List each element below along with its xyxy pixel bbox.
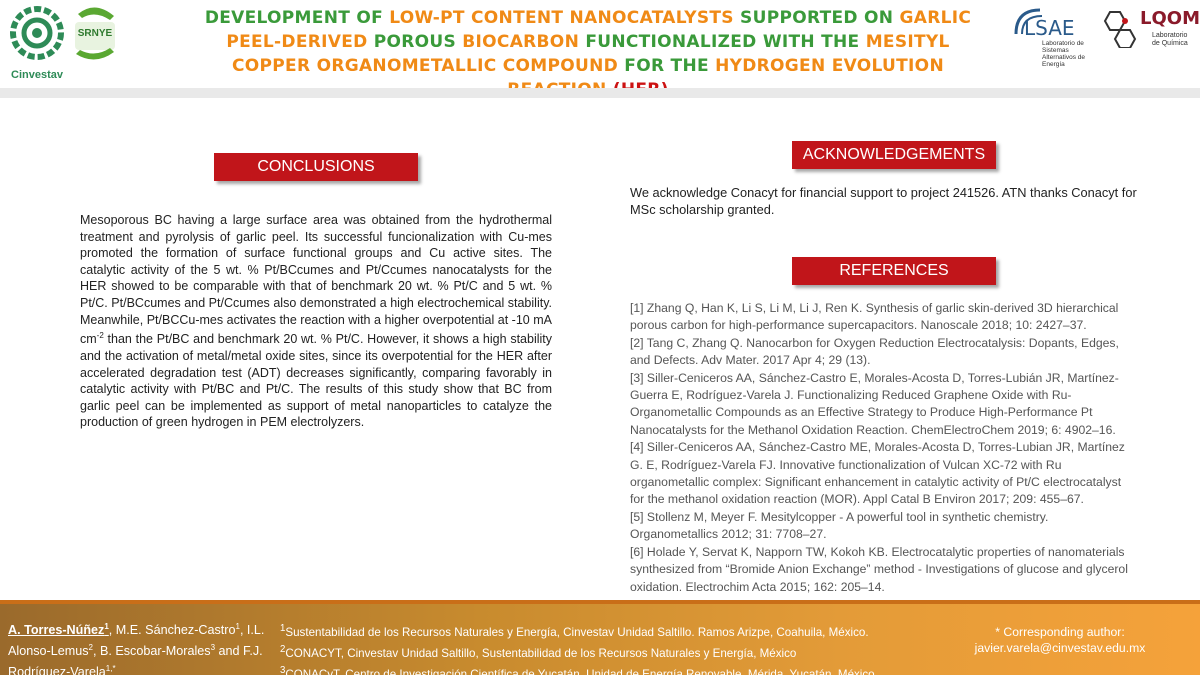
reference-item: [5] Stollenz M, Meyer F. Mesitylcopper - A powerful tool in synthetic chemistry. Organometallics 2012; 31: 7708–27. bbox=[630, 509, 1049, 542]
title-segment: DEVELOPMENT OF bbox=[204, 8, 390, 28]
title-segment: HYDROGEN EVOLUTION bbox=[715, 56, 944, 76]
poster-header bbox=[0, 0, 1200, 84]
lqom-logo bbox=[1100, 6, 1200, 72]
lead-author-name: A. Torres-Núñez bbox=[8, 623, 105, 638]
coauthor: and F.J. Rodríguez-Varela bbox=[8, 644, 263, 680]
conclusions-text-part-1: Mesoporous BC having a large surface area was obtained from the hydrothermal treatment and pyrolysis of garlic peel. Its successful funcionalization with Cu-mes promoted the formation of surface functional groups and Cu active sites. The catalytic activity of the 5 wt. % Pt/BCcumes and Pt/Ccumes nanocatalysts for the HER showed to be comparable with that of benchmark 20 wt. % Pt/C and 5 wt. % Pt/C. Pt/BCcumes and Pt/Ccumes also demonstrated a high electrochemical stability. Meanwhile, Pt/BCCu-mes activates the reaction with a higher overpotential at -10 mA cm bbox=[80, 213, 552, 347]
corresponding-author-email[interactable]: javier.varela@cinvestav.edu.mx bbox=[974, 641, 1146, 655]
corresponding-author-label: * Corresponding author: bbox=[995, 625, 1125, 639]
coauthor-affiliation: 1,* bbox=[105, 664, 116, 674]
reference-item: [3] Siller-Ceniceros AA, Sánchez-Castro E, Morales-Acosta D, Torres-Lubián JR, Martínez- Guerra E, Rodríguez-Varela J. Functionalizing Reduced Graphene Oxide with Ru- Organometallic Compounds as an Effective Strategy to Produce High-Performance Pt Nanocatalysts for the Methanol Oxidation Reaction. ChemElectroChem 2019; 6: 4902–16. bbox=[630, 370, 1119, 437]
coauthor-affiliation: 1 bbox=[235, 622, 240, 631]
title-segment: NANOCATALYSTS bbox=[569, 8, 741, 28]
affiliation-text: CONACyT, Centro de Investigación Científica de Yucatán, Unidad de Energía Renovable, Mérida, Yucatán, México. bbox=[285, 667, 878, 681]
cinvestav-logo bbox=[6, 4, 68, 80]
lead-author bbox=[8, 623, 109, 637]
footer-top-band bbox=[0, 600, 1200, 604]
header-divider bbox=[0, 88, 1200, 98]
title-segment: GARLIC PEEL-DERIVED bbox=[226, 8, 972, 52]
lqom-logo-subtext: Laboratorio de Química bbox=[1152, 32, 1188, 47]
title-segment: MESITYL COPPER ORGANOMETALLIC COMPOUND bbox=[232, 32, 950, 76]
lead-author-affiliation: 1 bbox=[104, 622, 109, 631]
title-segment: SUPPORTED ON bbox=[740, 8, 900, 28]
srnye-logo bbox=[70, 4, 120, 64]
srnye-logo-text: SRNYE bbox=[77, 28, 113, 39]
affiliation-number: 2 bbox=[280, 643, 286, 655]
affiliation-item bbox=[280, 641, 880, 662]
conclusions-heading: CONCLUSIONS bbox=[214, 153, 418, 181]
affiliation-list bbox=[280, 620, 880, 683]
reference-item: [2] Tang C, Zhang Q. Nanocarbon for Oxygen Reduction Electrocatalysis: Dopants, Edges, and Defects. Adv Mater. 2017 Apr 4; 29 (13). bbox=[630, 335, 1119, 368]
acknowledgements-text: We acknowledge Conacyt for financial support to project 241526. ATN thanks Conacyt for MSc scholarship granted. bbox=[630, 185, 1137, 217]
cinvestav-emblem-icon bbox=[6, 4, 68, 62]
corresponding-author bbox=[950, 624, 1170, 656]
lqom-molecule-icon bbox=[1100, 8, 1140, 48]
acknowledgements-heading: ACKNOWLEDGEMENTS bbox=[792, 141, 996, 169]
affiliation-item bbox=[280, 662, 880, 683]
affiliation-item bbox=[280, 620, 880, 641]
lsae-logo bbox=[1012, 6, 1100, 72]
conclusions-text bbox=[80, 212, 552, 431]
reference-item: [4] Siller-Ceniceros AA, Sánchez-Castro ME, Morales-Acosta D, Torres-Lubian JR, Martínez G. E, Rodríguez-Varela FJ. Innovative functionalization of Vulcan XC-72 with Ru organometallic complex: Significant enhancement in catalytic activity of Pt/C electrocatalyst for the methanol oxidation reaction (MOR). Appl Catal B Environ 2017; 209: 455–67. bbox=[630, 440, 1125, 507]
reference-item: [1] Zhang Q, Han K, Li S, Li M, Li J, Ren K. Synthesis of garlic skin-derived 3D hierarchical porous carbon for high-performance supercapacitors. Nanoscale 2018; 10: 2427–37. bbox=[630, 301, 1119, 333]
lsae-logo-subtext: Laboratorio de Sistemas Alternativos de Energía bbox=[1042, 40, 1085, 68]
conclusions-text-part-2: than the Pt/BC and benchmark 20 wt. % Pt/C. However, it shows a high stability and the activation of metal/metal oxide sites, since its overpotential for the HER after accelerated degradation test (ADT) decreases significantly, comparing favorably in catalytic activity with Pt/BC and Pt/C. The results of this study show that BC from garlic peel can be implemented as support of metal nanoparticles to catalyze the production of green hydrogen in PEM electrolyzers. bbox=[80, 332, 552, 430]
coauthor: , B. Escobar-Morales bbox=[92, 644, 211, 659]
title-segment: FOR THE bbox=[624, 56, 716, 76]
author-list bbox=[8, 618, 278, 682]
references-heading: REFERENCES bbox=[792, 257, 996, 285]
coauthor: , I.L. Alonso-Lemus bbox=[8, 623, 265, 659]
title-segment: POROUS bbox=[373, 32, 463, 52]
coauthor: , M.E. Sánchez-Castro bbox=[108, 623, 236, 638]
cinvestav-logo-text: Cinvestav bbox=[11, 69, 63, 81]
coauthor-affiliation: 3 bbox=[210, 643, 216, 653]
reference-item: [6] Holade Y, Servat K, Napporn TW, Kokoh KB. Electrocatalytic properties of nanomaterials synthesized from “Bromide Anion Exchange” method - Investigations of glucose and glycerol oxidation. Electrochim Acta 2015; 162: 205–14. bbox=[630, 544, 1128, 594]
lqom-logo-text: LQOM bbox=[1140, 8, 1200, 29]
affiliation-number: 1 bbox=[280, 623, 286, 634]
unit-superscript: -2 bbox=[96, 331, 104, 341]
title-segment: FUNCTIONALIZED WITH THE bbox=[585, 32, 866, 52]
affiliation-text: CONACYT, Cinvestav Unidad Saltillo, Sustentabilidad de los Recursos Naturales y Energía, México bbox=[285, 646, 797, 660]
coauthor-affiliation: 2 bbox=[88, 643, 93, 653]
references-list bbox=[630, 300, 1136, 596]
lsae-logo-text: LSAE bbox=[1024, 16, 1075, 40]
title-segment: BIOCARBON bbox=[462, 32, 586, 52]
title-segment: LOW-PT CONTENT bbox=[389, 8, 570, 28]
affiliation-text: Sustentabilidad de los Recursos Naturales y Energía, Cinvestav Unidad Saltillo. Ramos Arizpe, Coahuila, México. bbox=[285, 625, 869, 639]
affiliation-number: 3 bbox=[280, 664, 286, 676]
